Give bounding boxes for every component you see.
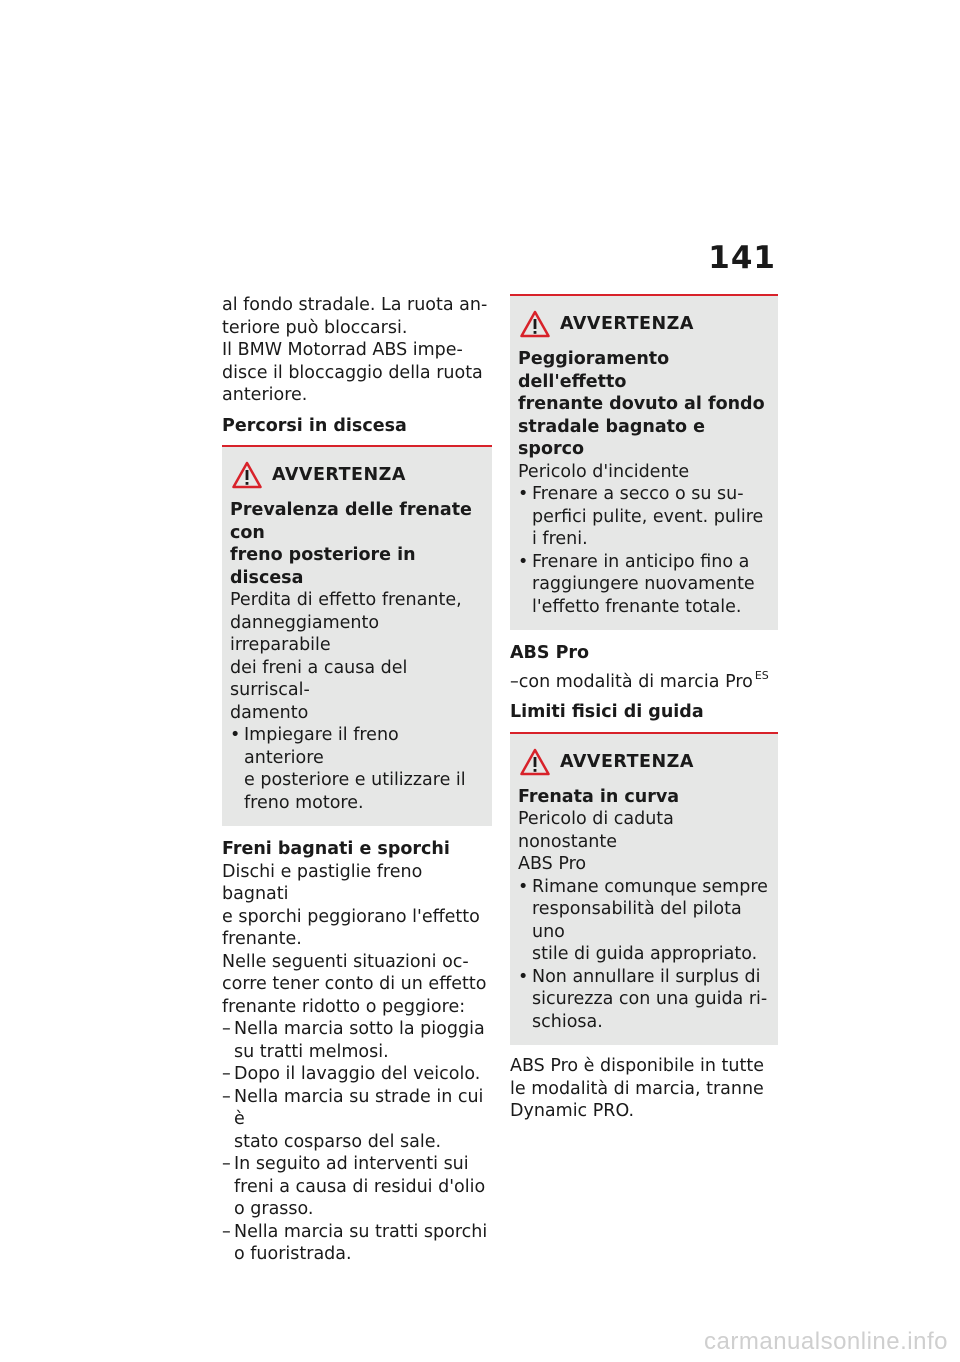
warning-bullet-list — [518, 483, 770, 618]
list-item: – Nella marcia sotto la pioggia su tratti melmosi. — [222, 1019, 485, 1062]
section-heading-limits: Limiti fisici di guida — [510, 702, 704, 722]
list-item: – Nella marcia su strade in cui è stato cosparso del sale. — [222, 1086, 484, 1152]
warning-title-row — [230, 461, 484, 489]
list-item: – Dopo il lavaggio del veicolo. — [222, 1064, 481, 1084]
warning-title: AVVERTENZA — [560, 314, 694, 334]
right-column — [510, 294, 778, 1123]
warning-box-cornering — [510, 732, 778, 1046]
list-item: – In seguito ad interventi sui freni a causa di residui d'olio o grasso. — [222, 1154, 486, 1219]
warning-heading: freno posteriore in discesa — [230, 545, 416, 588]
warning-heading: frenante dovuto al fondo — [518, 394, 765, 414]
superscript-es: ES — [754, 668, 769, 682]
warning-title: AVVERTENZA — [272, 465, 406, 485]
warning-body: Pericolo di caduta nonostante — [518, 809, 674, 852]
abs-pro-note: –con modalità di marcia Pro $^{ES}$ — [510, 668, 769, 692]
warning-heading: Prevalenza delle frenate con — [230, 500, 472, 543]
section-heading-wet-brakes: Freni bagnati e sporchi — [222, 839, 450, 859]
text-line: al fondo stradale. La ruota an- — [222, 295, 488, 315]
warning-body: dei freni a causa del surriscal- — [230, 657, 408, 700]
list-item: • Frenare in anticipo fino a raggiungere nuovamente l'effetto frenante totale. — [518, 551, 755, 617]
text-line: e sporchi peggiorano l'effetto — [222, 906, 480, 927]
warning-triangle-icon — [232, 461, 262, 489]
warning-body: danneggiamento irreparabile — [230, 612, 380, 655]
list-item: • Impiegare il freno anteriore e posteriore e utilizzare il freno motore. — [230, 725, 466, 813]
text-line: le modalità di marcia, tranne — [510, 1078, 764, 1099]
text-line: corre tener conto di un effetto — [222, 974, 487, 994]
list-item: • Frenare a secco o su su- perfici pulite, event. pulire i freni. — [518, 484, 764, 549]
intro-paragraph — [222, 294, 492, 407]
text-line: teriore può bloccarsi. — [222, 317, 408, 338]
warning-body: Pericolo d'incidente — [518, 461, 690, 482]
warning-title: AVVERTENZA — [560, 751, 694, 772]
warning-triangle-icon — [520, 748, 550, 776]
list-item: • Rimane comunque sempre responsabilità del pilota uno stile di guida appropriato. — [518, 876, 768, 964]
page-number: 141 — [708, 240, 776, 276]
warning-heading: Frenata in curva — [518, 786, 680, 807]
text-line: frenante ridotto o peggiore: — [222, 996, 466, 1017]
list-item: • Non annullare il surplus di sicurezza con una guida ri- schiosa. — [518, 966, 768, 1032]
list-item: – Nella marcia su tratti sporchi o fuoristrada. — [222, 1221, 488, 1264]
warning-triangle-icon — [520, 310, 550, 338]
warning-box-downhill — [222, 445, 492, 826]
warning-bullet-list — [230, 724, 484, 814]
warning-heading: stradale bagnato e sporco — [518, 416, 705, 459]
warning-heading: Peggioramento dell'effetto — [518, 349, 670, 392]
warning-body: ABS Pro — [518, 854, 587, 874]
section-heading-abs-pro: ABS Pro — [510, 643, 590, 663]
text-line: Dynamic PRO. — [510, 1101, 635, 1121]
warning-box-wet-road — [510, 294, 778, 630]
warning-title-row — [518, 310, 770, 338]
text-line: Dischi e pastiglie freno bagnati — [222, 861, 423, 904]
warning-title-row — [518, 748, 770, 776]
left-column — [222, 294, 492, 1266]
text-line: frenante. — [222, 929, 302, 949]
warning-bullet-list — [518, 876, 770, 1034]
text-line: Il BMW Motorrad ABS impe- — [222, 340, 463, 360]
text-line: disce il bloccaggio della ruota — [222, 362, 483, 383]
section-heading-downhill: Percorsi in discesa — [222, 415, 407, 436]
warning-body: damento — [230, 702, 309, 723]
watermark: carmanualsonline.info — [704, 1328, 948, 1355]
conditions-dash-list — [222, 1018, 492, 1266]
text-line: Nelle seguenti situazioni oc- — [222, 951, 469, 972]
text-line: ABS Pro è disponibile in tutte — [510, 1056, 764, 1076]
text-line: anteriore. — [222, 385, 308, 405]
warning-body: Perdita di effetto frenante, — [230, 590, 462, 610]
